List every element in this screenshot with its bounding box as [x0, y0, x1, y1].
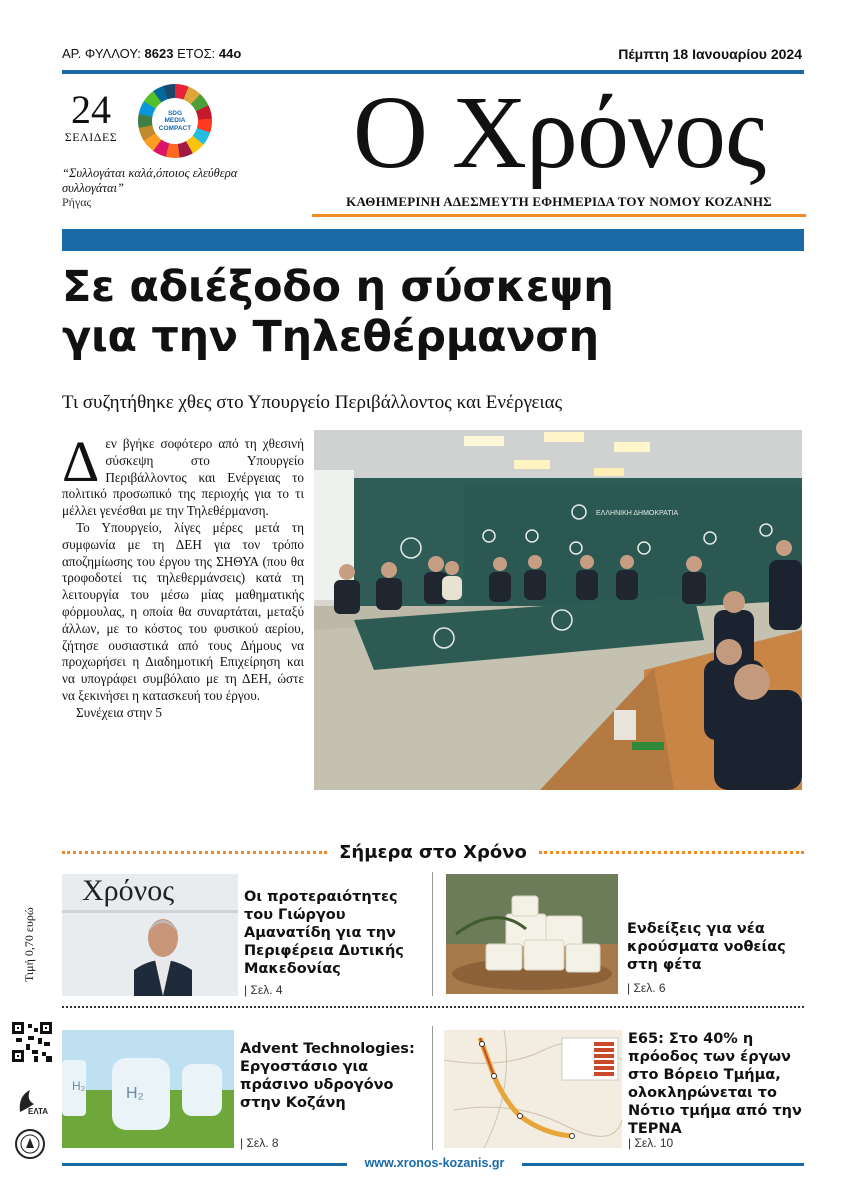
year-prefix: ΕΤΟΣ: [177, 46, 216, 61]
page-count: 24 [71, 87, 111, 132]
card-title-3[interactable]: Advent Technologies: Εργοστάσιο για πράσινο υδρογόνο στην Κοζάνη [240, 1041, 415, 1111]
headline-line-1: Σε αδιέξοδο η σύσκεψη [62, 262, 614, 312]
tagline: ΚΑΘΗΜΕΡΙΝΗ ΑΔΕΣΜΕΥΤΗ ΕΦΗΜΕΡΙΔΑ ΤΟΥ ΝΟΜΟΥ ΚΟΖΑΝΗΣ [346, 194, 772, 209]
h2-label-2: H₂ [126, 1085, 144, 1102]
drop-cap: Δ [62, 429, 100, 494]
year-number: 44ο [218, 46, 242, 61]
issue-prefix: ΑΡ. ΦΥΛΛΟΥ: [62, 46, 141, 61]
today-section-title: Σήμερα στο Χρόνο [339, 841, 527, 863]
today-section-header [62, 840, 804, 864]
card-title-2[interactable]: Ενδείξεις για νέα κρούσματα νοθείας στη φέτα [627, 921, 786, 973]
dotted-divider-right [539, 851, 804, 854]
elta-logo-icon [14, 1086, 49, 1116]
lead-headline[interactable] [62, 262, 804, 362]
photo-sign: ΕΛΛΗΝΙΚΗ ΔΗΜΟΚΡΑΤΙΑ [596, 510, 679, 517]
person-portrait-icon [62, 874, 238, 996]
sdg-badge-icon [138, 84, 212, 158]
qr-code-icon[interactable] [12, 1022, 52, 1062]
blue-band [62, 229, 804, 251]
article-paragraph-2: Το Υπουργείο, λίγες μέρες μετά τη συμφωνία με τη ΔΕΗ για τον τρόπο αποζημίωσης του έργου της ΣΗΘΥΑ (που θα τροφοδοτεί τις τηλεθερμάνσεις) κατά τη λειτουργία του μέσω μίας μαθηματικής φόρμουλας, η οποία θα συναρτάται, μεταξύ άλλων, με το κόστος του φυσικού αερίου, ζήτησε ουσιαστικά από τους Δήμους να προχωρήσει η Διαδημοτική Επιχείρηση και να υπογράφει συμβόλαιο με τη ΔΕΗ, ώστε να ξεκινήσει η κατασκευή του έργου. [62, 519, 304, 703]
card-image-3[interactable] [62, 1030, 234, 1148]
motto-author: Ρήγας [62, 195, 92, 209]
membership-seal-icon [14, 1128, 46, 1160]
vertical-divider-2 [432, 1026, 433, 1150]
card-page-4[interactable]: | Σελ. 10 [628, 1136, 674, 1150]
motto: “Συλλογάται καλά,όποιος ελεύθερα συλλογάται” [62, 166, 238, 195]
article-paragraph-1: εν βγήκε σοφότερο από τη χθεσινή σύσκεψη στο Υπουργείο Περιβάλλοντος και Ενέργειας το πολιτικό προσωπικό της περιοχής για το τι μέλλει γενέσθαι με την Τηλεθέρμανση. [62, 436, 304, 519]
sdg-line-1: SDG [167, 109, 183, 117]
issue-date: Πέμπτη 18 Ιανουαρίου 2024 [618, 46, 802, 62]
feta-cheese-icon [446, 874, 618, 994]
lead-photo[interactable] [314, 430, 802, 790]
issue-number: 8623 [144, 46, 174, 61]
headline-line-2: για την Τηλεθέρμανση [62, 312, 599, 362]
website-link[interactable]: www.xronos-kozanis.gr [364, 1156, 505, 1170]
sdg-line-3: COMPACT [158, 124, 192, 132]
footer-rule-right [522, 1163, 804, 1166]
horizontal-divider [62, 1006, 804, 1008]
card-image-text: Χρόνος [82, 874, 175, 907]
card-page-3[interactable]: | Σελ. 8 [240, 1136, 279, 1150]
issue-info [62, 46, 241, 61]
elta-text: ΕΛΤΑ [28, 1107, 49, 1116]
newspaper-logo[interactable]: Ο Χρόνος [352, 75, 766, 190]
dotted-divider-left [62, 851, 327, 854]
card-image-2[interactable] [446, 874, 618, 994]
card-title-4[interactable]: Ε65: Στο 40% η πρόοδος των έργων στο Βόρειο Τμήμα, ολοκληρώνεται το Νότιο τμήμα από την ΤΕΡΝΑ [628, 1031, 802, 1137]
highway-map-icon [444, 1030, 622, 1148]
continued-link[interactable]: Συνέχεια στην 5 [76, 704, 163, 720]
card-title-1[interactable]: Οι προτεραιότητες του Γιώργου Αμανατίδη για την Περιφέρεια Δυτικής Μακεδονίας [244, 889, 404, 977]
lead-article [62, 429, 304, 722]
price-label: Τιμή 0,70 ευρώ [22, 907, 36, 982]
page-count-label: ΣΕΛΙΔΕΣ [64, 130, 118, 144]
card-page-1[interactable]: | Σελ. 4 [244, 983, 283, 997]
hydrogen-tanks-icon [62, 1030, 234, 1148]
meeting-photo-icon [314, 430, 802, 790]
footer-rule-left [62, 1163, 347, 1166]
vertical-divider-1 [432, 872, 433, 996]
top-rule [62, 70, 804, 74]
orange-rule [312, 214, 806, 217]
card-image-1[interactable] [62, 874, 238, 996]
lead-subhead: Τι συζητήθηκε χθες στο Υπουργείο Περιβάλλοντος και Ενέργειας [62, 392, 563, 413]
sdg-line-2: MEDIA [164, 117, 186, 125]
card-page-2[interactable]: | Σελ. 6 [627, 981, 666, 995]
card-image-4[interactable] [444, 1030, 622, 1148]
h2-label-1: H₂ [72, 1079, 86, 1093]
